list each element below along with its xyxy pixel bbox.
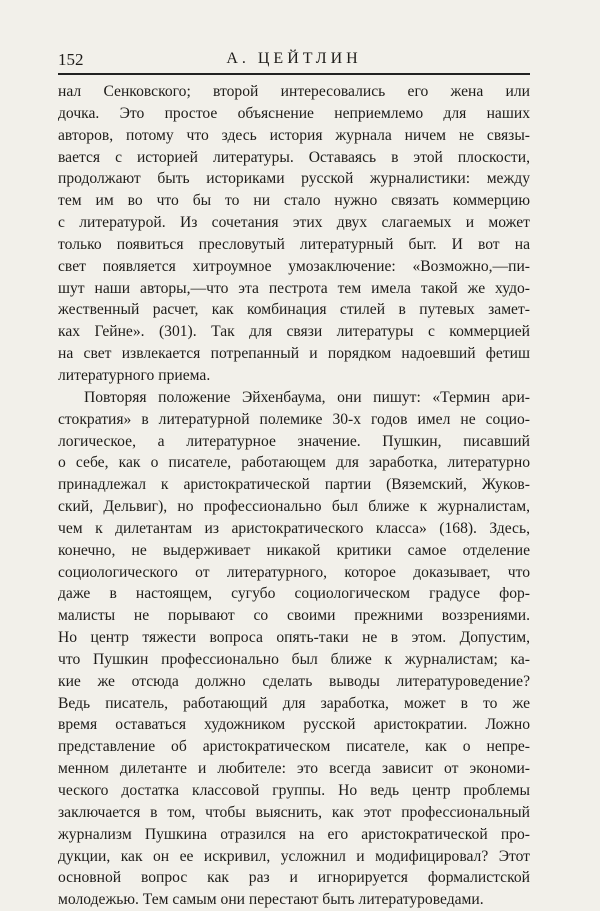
header-rule <box>58 73 530 75</box>
text-line: кие же отсюда должно сделать выводы литературоведение? <box>58 672 530 690</box>
text-line: только появиться пресловутый литературный быт. И вот на <box>58 235 530 253</box>
text-line: вается с историей литературы. Оставаясь в этой плоскости, <box>58 148 530 166</box>
text-line: журнализм Пушкина отразился на его аристократической про- <box>58 825 530 843</box>
text-line: жественный расчет, как комбинация стилей в путевых замет- <box>58 301 530 319</box>
text-line: чем к дилетантам из аристократического класса» (168). Здесь, <box>58 519 530 537</box>
text-line: заключается в том, чтобы выяснить, как этот профессиональный <box>58 803 530 821</box>
text-line: конечно, не выдерживает никакой критики самое отделение <box>58 541 530 559</box>
text-line: нал Сенковского; второй интересовались его жена или <box>58 83 530 100</box>
text-line: литературного приема. <box>58 366 211 384</box>
text-line: ках Гейне». (301). Так для связи литературы с коммерцией <box>58 323 530 341</box>
running-head: А. ЦЕЙТЛИН <box>226 50 362 67</box>
text-line: шут наши авторы,—что эта пестрота тем имела такой же худо- <box>58 279 530 297</box>
paragraph <box>58 81 530 387</box>
text-line: принадлежал к аристократической партии (Вяземский, Жуков- <box>58 476 530 494</box>
text-line: о себе, как о писателе, работающем для заработка, литературно <box>58 454 530 472</box>
text-line: стократия» в литературной полемике 30-х годов имел не социо- <box>58 410 530 428</box>
body-text <box>58 81 530 911</box>
text-line: время оставаться художником русской аристократии. Ложно <box>58 716 530 734</box>
text-line: Повторяя положение Эйхенбаума, они пишут: «Термин ари- <box>84 388 530 406</box>
text-line: на свет извлекается потрепанный и порядком надоевший фетиш <box>58 345 530 363</box>
text-line: даже в настоящем, сугубо социологическом градусе фор- <box>58 585 530 603</box>
page-header <box>58 48 530 72</box>
text-line: тем им во что бы то ни стало нужно связать коммерцию <box>58 192 530 210</box>
paragraph <box>58 387 530 911</box>
text-line: менном дилетанте и любителе: это всегда зависит от экономи- <box>58 760 530 778</box>
text-line: социологического от литературного, которое доказывает, что <box>58 563 530 581</box>
text-line: молодежью. Тем самым они перестают быть литературоведами. <box>58 891 484 909</box>
text-line: с литературой. Из сочетания этих двух слагаемых и может <box>58 214 530 232</box>
text-line: основной вопрос как раз и игнорируется формалистской <box>58 869 530 887</box>
text-line: Ведь писатель, работающий для заработка, может в то же <box>58 694 530 712</box>
text-line: представление об аристократическом писателе, как о непре- <box>58 738 530 756</box>
text-line: что Пушкин профессионально был ближе к журналистам; ка- <box>58 650 530 668</box>
text-line: продолжают быть историками русской журналистики: между <box>58 170 530 188</box>
text-line: ский, Дельвиг), но профессионально был ближе к журналистам, <box>58 498 530 516</box>
text-line: дочка. Это простое объяснение неприемлемо для наших <box>58 104 530 122</box>
text-line: Но центр тяжести вопроса опять-таки не в этом. Допустим, <box>58 629 530 647</box>
page-number: 152 <box>58 50 84 69</box>
text-line: дукции, как он ее искривил, усложнил и модифицировал? Этот <box>58 847 530 865</box>
text-line: свет появляется хитроумное умозаключение: «Возможно,—пи- <box>58 257 530 275</box>
text-line: ческого достатка классовой группы. Но ведь центр проблемы <box>58 782 530 799</box>
text-line: малисты не порывают со своими прежними воззрениями. <box>58 607 530 625</box>
text-line: авторов, потому что здесь история журнала ничем не связы- <box>58 126 530 144</box>
text-line: логическое, а литературное значение. Пушкин, писавший <box>58 432 530 450</box>
